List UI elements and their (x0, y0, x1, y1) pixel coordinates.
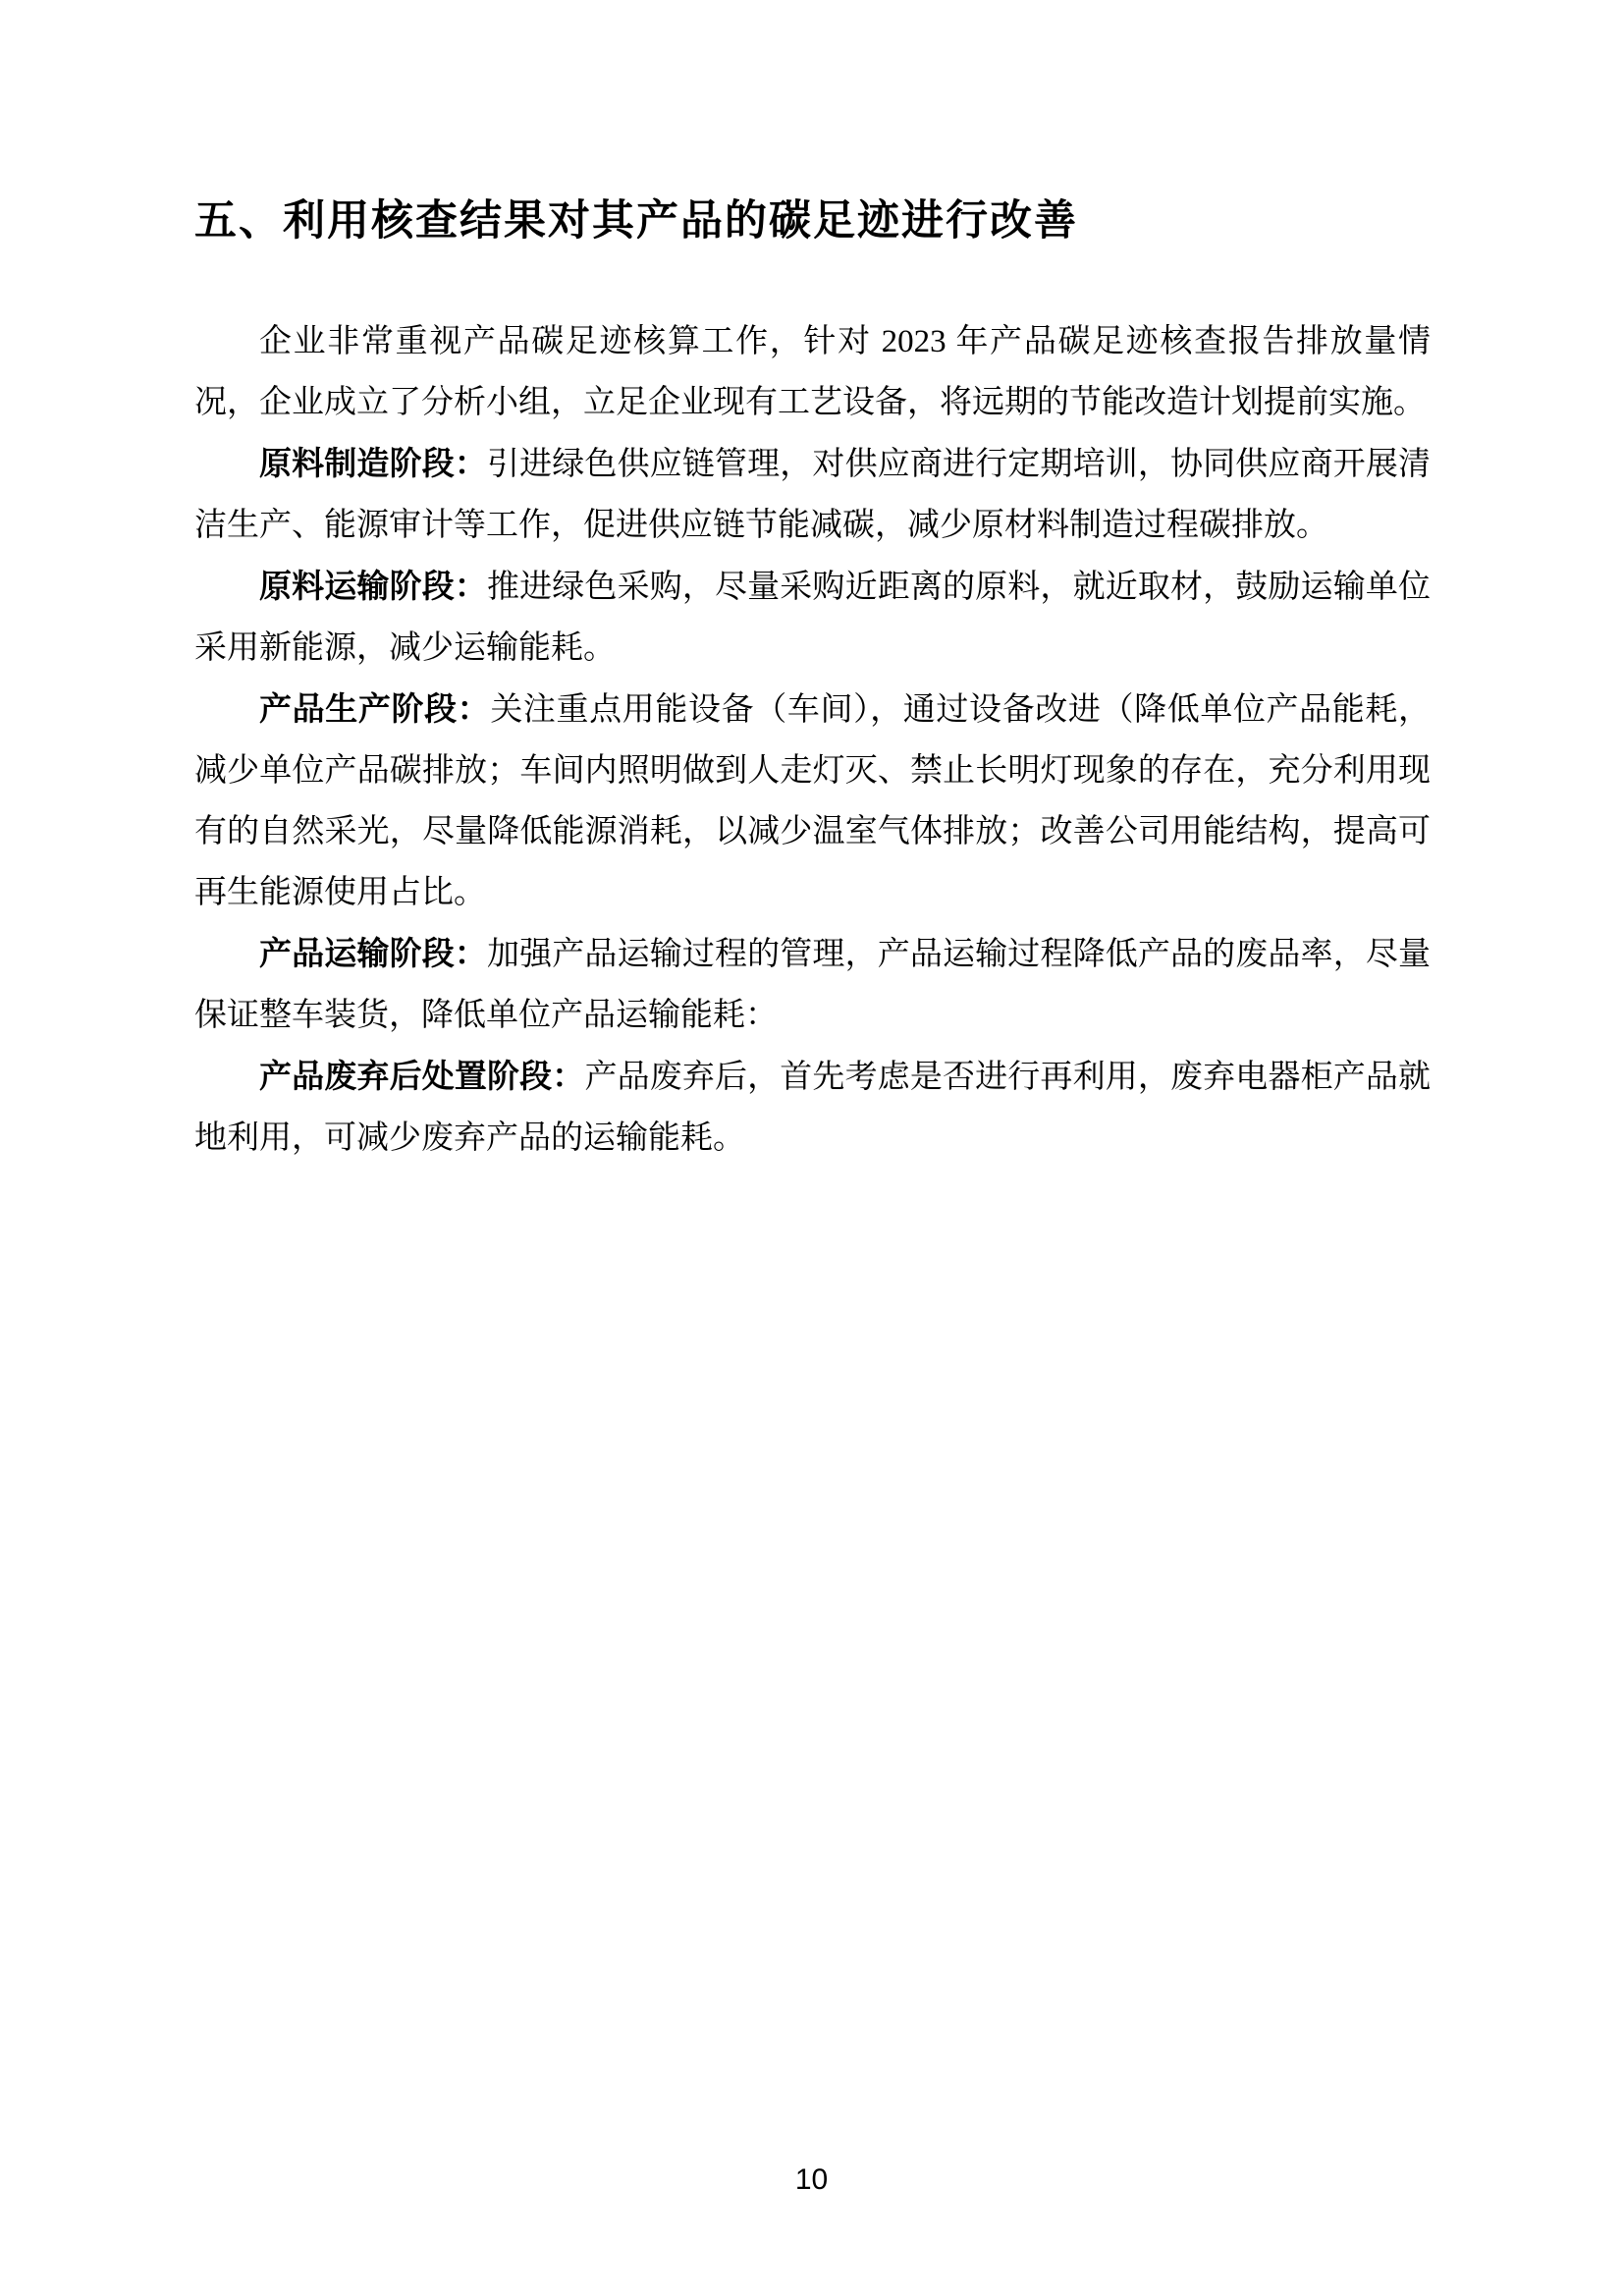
body-paragraph (194, 433, 1431, 556)
stage-label: 产品运输阶段： (259, 935, 487, 971)
body-paragraph (194, 556, 1431, 679)
body-paragraph (194, 923, 1431, 1046)
paragraph-text: 产品废弃后，首先考虑是否进行再利用，废弃电器柜产品就地利用，可减少废弃产品的运输能耗。 (194, 1060, 1432, 1156)
document-body (194, 310, 1431, 1169)
stage-label: 产品生产阶段： (259, 690, 491, 727)
stage-label: 产品废弃后处置阶段： (259, 1058, 585, 1094)
page-number: 10 (794, 2163, 829, 2196)
body-paragraph (194, 679, 1431, 923)
paragraph-text: 关注重点用能设备（车间），通过设备改进（降低单位产品能耗，减少单位产品碳排放；车间内照明做到人走灯灭、禁止长明灯现象的存在，充分利用现有的自然采光，尽量降低能源消耗，以减少温室气体排放；改善公司用能结构，提高可再生能源使用占比。 (194, 692, 1432, 910)
paragraph-text: 企业非常重视产品碳足迹核算工作，针对 2023 年产品碳足迹核查报告排放量情况，企业成立了分析小组，立足企业现有工艺设备，将远期的节能改造计划提前实施。 (194, 324, 1431, 420)
stage-label: 原料运输阶段： (259, 568, 487, 604)
paragraph-text: 推进绿色采购，尽量采购近距离的原料，就近取材，鼓励运输单位采用新能源，减少运输能耗。 (194, 570, 1431, 666)
paragraph-text: 引进绿色供应链管理，对供应商进行定期培训，协同供应商开展清洁生产、能源审计等工作，促进供应链节能减碳，减少原材料制造过程碳排放。 (194, 447, 1431, 543)
body-paragraph (194, 1046, 1431, 1169)
stage-label: 原料制造阶段： (259, 445, 487, 481)
body-paragraph (194, 310, 1431, 433)
page-title: 五、利用核查结果对其产品的碳足迹进行改善 (194, 197, 1078, 245)
paragraph-text: 加强产品运输过程的管理，产品运输过程降低产品的废品率，尽量保证整车装货，降低单位产品运输能耗： (194, 937, 1431, 1033)
